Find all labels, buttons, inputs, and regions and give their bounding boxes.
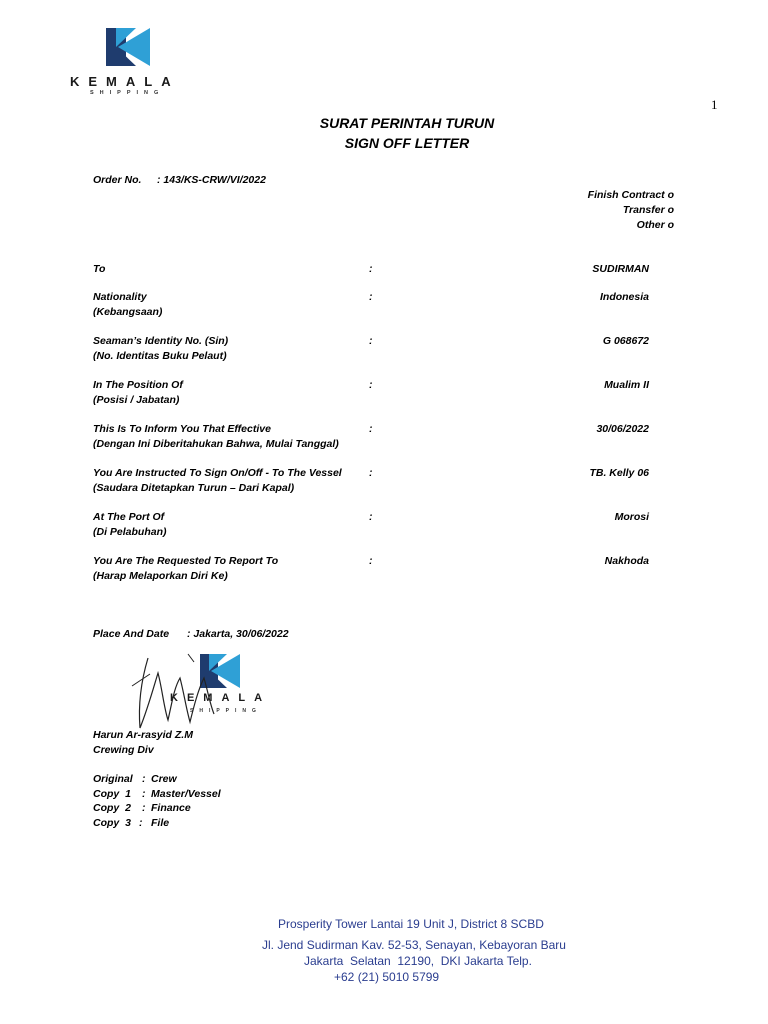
copy-value: Finance [151,802,191,814]
copy-separator: : [139,817,143,829]
copy-label: Copy 3 [93,817,131,829]
row-value: Indonesia [599,291,649,303]
signatory-division: Crewing Div [93,744,154,756]
place-date-label: Place And Date [93,628,170,640]
copy-separator: : [142,773,146,785]
row-label: You Are The Requested To Report To [93,555,279,567]
row-sublabel: (Posisi / Jabatan) [93,394,180,406]
row-label: In The Position Of [93,379,183,391]
row-label: To [93,263,106,275]
row-label: This Is To Inform You That Effective [93,423,271,435]
row-value: SUDIRMAN [592,263,649,275]
stamp-logo-subtitle: SHIPPING [190,708,262,714]
title-line-1: SURAT PERINTAH TURUN [319,115,495,131]
footer-address-3: Jakarta Selatan 12190, DKI Jakarta Telp. [304,954,532,968]
place-date-value: : Jakarta, 30/06/2022 [187,628,289,640]
row-value: Mualim II [604,379,649,391]
copy-separator: : [142,788,146,800]
signature-icon [128,648,248,738]
row-colon: : [369,291,373,303]
logo-subtitle: SHIPPING [90,90,165,96]
row-sublabel: (Kebangsaan) [93,306,163,318]
stamp-logo-name: KEMALA [170,692,272,704]
row-colon: : [369,263,373,275]
option-other: Other o [636,219,674,231]
row-sublabel: (Di Pelabuhan) [93,526,167,538]
row-sublabel: (No. Identitas Buku Pelaut) [93,350,227,362]
footer-address-1: Prosperity Tower Lantai 19 Unit J, District 8 SCBD [278,917,544,931]
copy-value: File [151,817,170,829]
row-colon: : [369,555,373,567]
row-value: G 068672 [602,335,649,347]
row-sublabel: (Dengan Ini Diberitahukan Bahwa, Mulai Tanggal) [93,438,339,450]
copy-value: Master/Vessel [151,788,221,800]
footer-phone: +62 (21) 5010 5799 [334,970,440,984]
row-label: At The Port Of [93,511,165,523]
option-finish-contract: Finish Contract o [587,189,674,201]
row-label: You Are Instructed To Sign On/Off - To The Vessel [93,467,342,479]
row-colon: : [369,511,373,523]
row-value: Nakhoda [604,555,649,567]
row-sublabel: (Saudara Ditetapkan Turun – Dari Kapal) [93,482,295,494]
row-label: Nationality [93,291,147,303]
copy-separator: : [142,802,146,814]
copy-label: Copy 2 [93,802,131,814]
company-logo [70,26,190,98]
option-transfer: Transfer o [622,204,674,216]
row-value: 30/06/2022 [596,423,649,435]
row-label: Seaman’s Identity No. (Sin) [93,335,229,347]
copy-value: Crew [151,773,177,785]
footer-address-2: Jl. Jend Sudirman Kav. 52-53, Senayan, Kebayoran Baru [262,938,566,952]
row-colon: : [369,379,373,391]
page-number: 1 [711,97,718,112]
signatory-name: Harun Ar-rasyid Z.M [93,729,193,741]
title-line-2: SIGN OFF LETTER [344,135,470,151]
order-number-label: Order No. [93,174,142,186]
row-sublabel: (Harap Melaporkan Diri Ke) [93,570,228,582]
row-colon: : [369,423,373,435]
kemala-logo-mark-icon [70,26,190,72]
logo-name: KEMALA [70,74,180,89]
row-value: TB. Kelly 06 [589,467,649,479]
row-colon: : [369,335,373,347]
order-number-value: : 143/KS-CRW/VI/2022 [157,174,266,186]
row-colon: : [369,467,373,479]
copy-label: Copy 1 [93,788,131,800]
row-value: Morosi [614,511,649,523]
copy-label: Original [93,773,133,785]
